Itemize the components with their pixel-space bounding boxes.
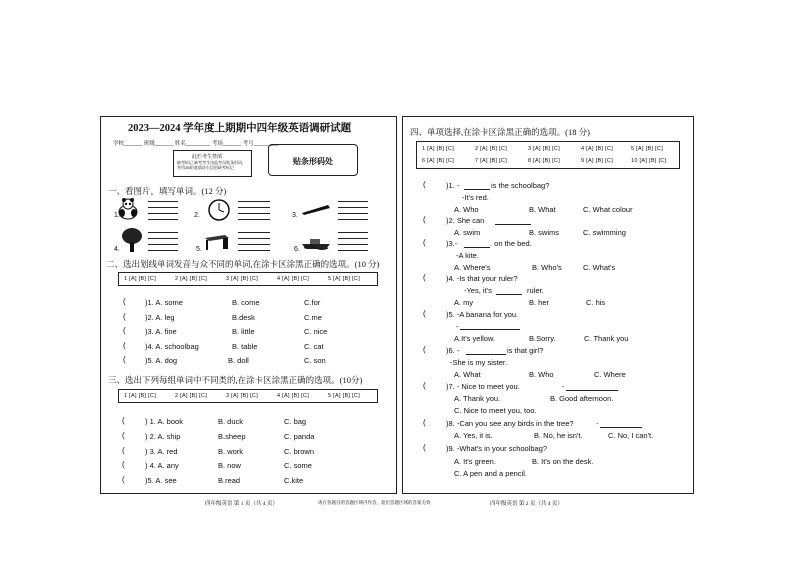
- s2-q4: )4. A. schoolbag: [145, 342, 199, 351]
- s4-answer-3[interactable]: 3 [A] [B] [C]: [528, 146, 561, 152]
- s3-paren: (: [122, 475, 125, 484]
- s4-q3-b: B. Who's: [532, 263, 562, 272]
- s3-answer-4[interactable]: 4 [A] [B] [C]: [277, 393, 310, 399]
- s2-q1-b: B. come: [232, 298, 260, 307]
- s3-q5-c: C.kite: [284, 476, 304, 485]
- s4-answer-1[interactable]: 1 [A] [B] [C]: [422, 146, 455, 152]
- s4-answer-9[interactable]: 9 [A] [B] [C]: [581, 158, 614, 164]
- q1-lines: [148, 201, 178, 202]
- info-room: 考场: [211, 141, 223, 147]
- s4-q3-c: C. What's: [583, 263, 616, 272]
- notice-body: 缺考标记 缺考考生由监考员贴条形码，并用2B铅笔填涂右边的缺考标记: [177, 160, 247, 170]
- s4-answer-4[interactable]: 4 [A] [B] [C]: [581, 146, 614, 152]
- s2-q3: )3. A. fine: [145, 327, 177, 336]
- s3-q4-c: C. some: [284, 461, 312, 470]
- s4-q6-a: A. What: [454, 370, 481, 379]
- s4-paren: (: [423, 309, 426, 318]
- s4-q9: )9. -What's in your schoolbag?: [446, 444, 548, 453]
- s4-answer-8[interactable]: 8 [A] [B] [C]: [528, 158, 561, 164]
- s4-q1-a: A. Who: [454, 205, 479, 214]
- footer-note: 请在各题目的答题区域内作答，超出答题区域的答案无效: [318, 500, 431, 505]
- s2-q1: )1. A. some: [145, 298, 183, 307]
- s4-q4-b: B. her: [529, 298, 550, 307]
- s4-q5-sub: -: [456, 322, 459, 331]
- s2-answer-3[interactable]: 3 [A] [B] [C]: [226, 276, 259, 282]
- s2-q1-c: C.for: [304, 298, 321, 307]
- s4-q2-b: B. swims: [529, 228, 559, 237]
- s3-answer-3[interactable]: 3 [A] [B] [C]: [226, 393, 259, 399]
- s4-paren: (: [423, 238, 426, 247]
- s4-q8-dash: -: [596, 419, 599, 428]
- left-footer: 四年级英语 第 1 页（共 4 页）: [205, 501, 278, 507]
- info-name: 姓名: [174, 141, 186, 147]
- s4-q8-a: A. Yes, it is.: [454, 431, 493, 440]
- notice-box: [173, 150, 252, 177]
- s2-q5: )5. A. dog: [145, 356, 178, 365]
- s2-paren: (: [123, 312, 126, 321]
- s4-q8: )8. -Can you see any birds in the tree?: [446, 419, 574, 428]
- s2-paren: (: [123, 355, 126, 364]
- s4-q7: )7. - Nice to meet you.: [446, 382, 520, 391]
- right-footer: 四年级英语 第 2 页（共 4 页）: [490, 501, 563, 507]
- s4-paren: (: [423, 180, 426, 189]
- s4-q4-sub-rest: ruler.: [527, 286, 544, 295]
- section-4-heading: 四、单项选择,在涂卡区涂黑正确的选项。(18 分): [410, 127, 590, 137]
- info-row: 学校______ 班级______ 姓名________ 考场______ 考号________: [113, 141, 279, 147]
- s2-q5-c: C. son: [304, 356, 326, 365]
- q2-number: 2.: [194, 212, 200, 219]
- s4-answer-6[interactable]: 6 [A] [B] [C]: [422, 158, 455, 164]
- s4-q6-sub: -She is my sister.: [450, 358, 508, 367]
- s4-q1: )1. -: [446, 181, 460, 190]
- s2-answer-4[interactable]: 4 [A] [B] [C]: [277, 276, 310, 282]
- s4-q8-b: B. No, he isn't.: [534, 431, 583, 440]
- s3-q1-b: B. duck: [218, 417, 244, 426]
- section-1-heading: 一、看图片，填写单词。(12 分): [108, 186, 227, 196]
- s4-answer-7[interactable]: 7 [A] [B] [C]: [475, 158, 508, 164]
- s4-answer-2[interactable]: 2 [A] [B] [C]: [475, 146, 508, 152]
- s4-q3-sub: -A kite.: [456, 251, 479, 260]
- s2-paren: (: [123, 297, 126, 306]
- s2-q4-b: B. table: [232, 342, 258, 351]
- barcode-box: [268, 144, 358, 176]
- s4-q8-c: C. No, I can't.: [608, 431, 654, 440]
- s3-q1-c: C. bag: [284, 417, 307, 426]
- pen-icon: [300, 203, 332, 215]
- s2-q2-b: B.desk: [232, 313, 255, 322]
- ship-icon: [300, 236, 332, 250]
- ruler-picture: [300, 203, 332, 217]
- s4-q4-a: A. my: [454, 298, 474, 307]
- tree-picture: [120, 227, 144, 255]
- s4-q5-a: A.It's yellow.: [454, 334, 496, 343]
- s3-q3-b: B. work: [218, 447, 244, 456]
- s2-paren: (: [123, 341, 126, 350]
- s4-q3-a: A. Where's: [454, 263, 491, 272]
- notice-title: 此栏考生禁填: [192, 154, 223, 160]
- s4-q7-c: C. Nice to meet you, too.: [454, 406, 537, 415]
- clock-picture: [206, 198, 232, 224]
- q6-number: 6.: [294, 246, 300, 253]
- s4-q2-a: A. swim: [454, 228, 481, 237]
- s4-q5: )5. -A banana for you.: [446, 310, 519, 319]
- q4-number: 4.: [114, 246, 120, 253]
- s4-q3: )3.-: [446, 239, 458, 248]
- s3-q3-c: C. brown: [284, 447, 315, 456]
- s3-answer-5[interactable]: 5 [A] [B] [C]: [328, 393, 361, 399]
- info-school: 学校: [113, 141, 125, 147]
- s2-q4-c: C. cat: [304, 342, 324, 351]
- s4-q7-dash: -: [562, 382, 565, 391]
- s4-paren: (: [423, 443, 426, 452]
- s4-q2: )2. She can: [446, 216, 485, 225]
- s4-q6-c: C. Where: [594, 370, 626, 379]
- s4-paren: (: [423, 273, 426, 282]
- s4-q7-b: B. Good afternoon.: [550, 394, 614, 403]
- s3-q2: ) 2. A. ship: [145, 432, 181, 441]
- s3-q5-b: B.read: [218, 476, 241, 485]
- s3-paren: (: [122, 416, 125, 425]
- s3-q1: ) 1. A. book: [145, 417, 183, 426]
- desk-icon: [203, 233, 231, 251]
- s4-paren: (: [423, 418, 426, 427]
- s2-q2-c: C.me: [304, 313, 322, 322]
- q3-number: 3.: [292, 212, 298, 219]
- s4-q1-b: B. What: [529, 205, 556, 214]
- s4-q2-c: C. swimming: [583, 228, 626, 237]
- s3-q4: ) 4. A. any: [145, 461, 179, 470]
- desk-picture: [203, 233, 231, 253]
- exam-title: 2023—2024 学年度上期期中四年级英语调研试题: [128, 123, 352, 134]
- s4-q7-a: A. Thank you.: [454, 394, 501, 403]
- s4-q6-rest: is that girl?: [507, 346, 544, 355]
- s2-answer-5[interactable]: 5 [A] [B] [C]: [328, 276, 361, 282]
- s2-q3-b: B. little: [232, 327, 255, 336]
- section-3-heading: 三、选出下列每组单词中不同类的,在涂卡区涂黑正确的选项。(10分): [108, 375, 363, 385]
- tree-icon: [120, 227, 144, 253]
- s4-q4-c: C. his: [586, 298, 606, 307]
- info-id: 考号: [242, 141, 254, 147]
- s4-paren: (: [423, 215, 426, 224]
- s4-q5-b: B.Sorry.: [529, 334, 556, 343]
- s4-answer-10[interactable]: 10 [A] [B] [C]: [631, 158, 667, 164]
- s3-q5: )5. A. see: [145, 476, 177, 485]
- s2-answer-1[interactable]: 1 [A] [B] [C]: [124, 276, 157, 282]
- ship-picture: [300, 236, 332, 252]
- q5-number: 5.: [196, 246, 202, 253]
- s2-q2: )2. A. leg: [145, 313, 175, 322]
- section-2-heading: 二、选出划线单词发音与众不同的单词,在涂卡区涂黑正确的选项。(10 分): [106, 259, 380, 269]
- s2-answer-2[interactable]: 2 [A] [B] [C]: [175, 276, 208, 282]
- s4-q4: )4. -Is that your ruler?: [446, 274, 518, 283]
- s4-paren: (: [423, 345, 426, 354]
- barcode-label: 贴条形码处: [293, 157, 333, 166]
- s4-q1-c: C. What colour: [583, 205, 633, 214]
- s4-q9-c: C. A pen and a pencil.: [454, 469, 527, 478]
- s4-answer-5[interactable]: 5 [A] [B] [C]: [631, 146, 664, 152]
- s3-q2-b: B.sheep: [218, 432, 246, 441]
- s2-paren: (: [123, 326, 126, 335]
- s4-q6: )6. -: [446, 346, 460, 355]
- s3-paren: (: [122, 431, 125, 440]
- s3-q2-c: C. panda: [284, 432, 315, 441]
- s3-paren: (: [122, 446, 125, 455]
- s2-q5-b: B. doll: [228, 356, 249, 365]
- q1-number: 1.: [114, 212, 120, 219]
- s4-q6-b: B. Who: [529, 370, 554, 379]
- s4-q1-sub: -It's red.: [462, 193, 489, 202]
- s4-q3-rest: . on the bed.: [490, 239, 532, 248]
- clock-icon: [206, 198, 232, 222]
- s3-answer-1[interactable]: 1 [A] [B] [C]: [124, 393, 157, 399]
- s4-q1-rest: is the schoolbag?: [491, 181, 550, 190]
- info-class: 班级: [143, 141, 155, 147]
- s2-q3-c: C. nice: [304, 327, 328, 336]
- s4-paren: (: [423, 381, 426, 390]
- s3-answer-2[interactable]: 2 [A] [B] [C]: [175, 393, 208, 399]
- s3-q4-b: B. now: [218, 461, 241, 470]
- s4-q4-sub: -Yes, it's: [464, 286, 492, 295]
- s4-q9-b: B. It's on the desk.: [532, 457, 594, 466]
- s3-q3: ) 3. A. red: [145, 447, 178, 456]
- s3-paren: (: [122, 460, 125, 469]
- s4-q9-a: A. It's green.: [454, 457, 496, 466]
- s4-q5-c: C. Thank you: [584, 334, 629, 343]
